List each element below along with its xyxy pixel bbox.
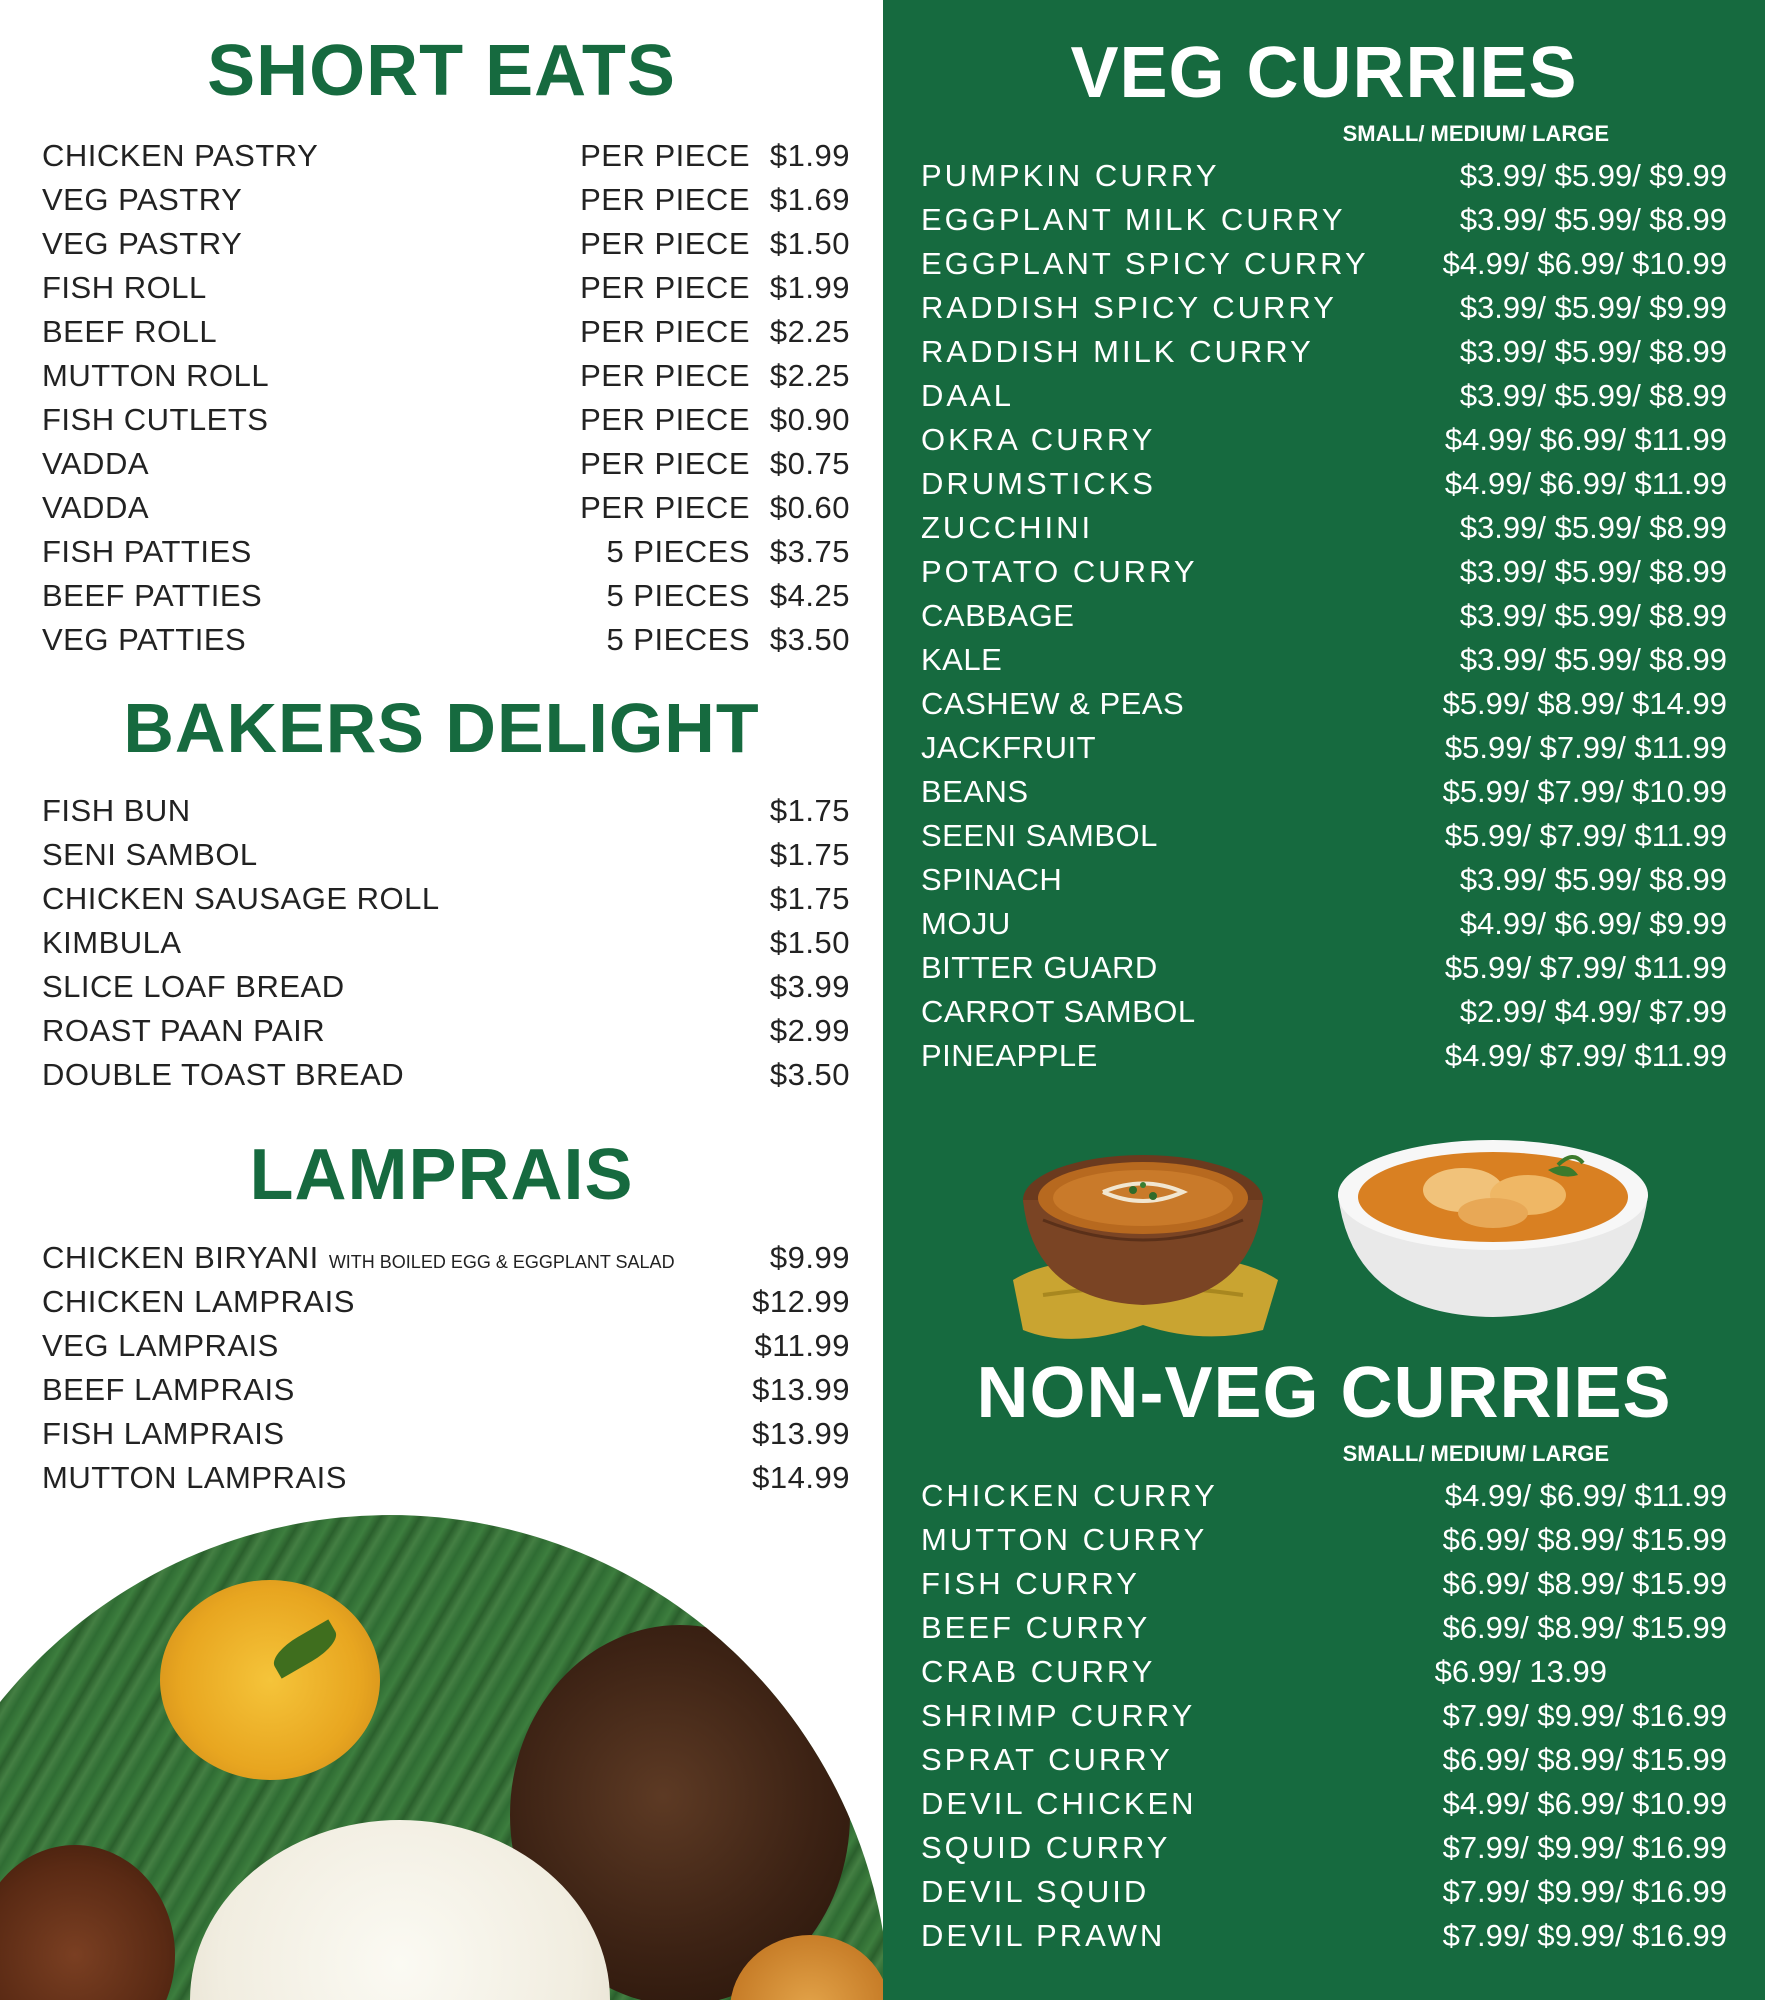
menu-row xyxy=(921,906,1727,950)
item-price: $1.50 xyxy=(769,925,850,960)
menu-row xyxy=(42,1013,850,1057)
item-name: VEG PATTIES xyxy=(42,622,247,657)
item-name: VEG PASTRY xyxy=(42,182,243,217)
item-name: FISH PATTIES xyxy=(42,534,252,569)
item-price: $1.75 xyxy=(769,837,850,872)
item-price: $4.99/ $6.99/ $10.99 xyxy=(1442,246,1727,281)
menu-row xyxy=(42,358,850,402)
item-unit: PER PIECE xyxy=(580,402,750,437)
item-name: SEENI SAMBOL xyxy=(921,818,1158,853)
item-unit: 5 PIECES xyxy=(606,534,750,569)
item-price: $3.99/ $5.99/ $9.99 xyxy=(1459,158,1727,193)
item-price: $3.99/ $5.99/ $8.99 xyxy=(1459,202,1727,237)
item-price: $3.99/ $5.99/ $8.99 xyxy=(1459,598,1727,633)
item-name: EGGPLANT MILK CURRY xyxy=(921,202,1346,237)
item-price: $0.90 xyxy=(769,402,850,437)
veg-size-header: SMALL/ MEDIUM/ LARGE xyxy=(1342,121,1609,146)
item-unit: PER PIECE xyxy=(580,270,750,305)
item-name xyxy=(42,1240,675,1276)
item-price: $4.99/ $6.99/ $11.99 xyxy=(1444,1478,1727,1513)
item-name: CASHEW & PEAS xyxy=(921,686,1185,721)
menu-row xyxy=(42,490,850,534)
item-name: FISH CURRY xyxy=(921,1566,1140,1601)
menu-row xyxy=(42,534,850,578)
item-price: $5.99/ $8.99/ $14.99 xyxy=(1442,686,1727,721)
item-name: CHICKEN SAUSAGE ROLL xyxy=(42,881,440,916)
item-name: PINEAPPLE xyxy=(921,1038,1098,1073)
menu-row xyxy=(42,138,850,182)
item-price: $1.75 xyxy=(769,793,850,828)
menu-row xyxy=(42,1240,850,1284)
item-name: MOJU xyxy=(921,906,1011,941)
menu-row xyxy=(921,466,1727,510)
item-name: FISH ROLL xyxy=(42,270,207,305)
item-name: FISH LAMPRAIS xyxy=(42,1416,285,1451)
menu-row xyxy=(42,578,850,622)
menu-row xyxy=(921,422,1727,466)
item-price: $2.25 xyxy=(769,314,850,349)
menu-row xyxy=(42,622,850,666)
item-name: BEANS xyxy=(921,774,1029,809)
menu-row xyxy=(42,314,850,358)
item-price: $3.99/ $5.99/ $8.99 xyxy=(1459,378,1727,413)
item-price: $1.75 xyxy=(769,881,850,916)
menu-row xyxy=(42,969,850,1013)
menu-row xyxy=(921,1038,1727,1082)
menu-row xyxy=(42,182,850,226)
menu-row xyxy=(921,378,1727,422)
menu-row xyxy=(921,994,1727,1038)
item-unit: 5 PIECES xyxy=(606,578,750,613)
item-price: $7.99/ $9.99/ $16.99 xyxy=(1442,1874,1727,1909)
item-price: $4.99/ $6.99/ $11.99 xyxy=(1444,466,1727,501)
menu-row xyxy=(42,925,850,969)
chicken-curry-bowl-image xyxy=(1333,1135,1653,1320)
item-price: $7.99/ $9.99/ $16.99 xyxy=(1442,1918,1727,1953)
non-veg-size-header: SMALL/ MEDIUM/ LARGE xyxy=(1342,1441,1609,1466)
item-price: $5.99/ $7.99/ $11.99 xyxy=(1444,950,1727,985)
menu-row xyxy=(921,774,1727,818)
item-price: $3.75 xyxy=(769,534,850,569)
menu-row xyxy=(921,1918,1727,1962)
right-panel xyxy=(883,0,1765,2000)
item-note: WITH BOILED EGG & EGGPLANT SALAD xyxy=(328,1252,675,1272)
menu-row xyxy=(921,730,1727,774)
menu-row xyxy=(921,862,1727,906)
item-name: ROAST PAAN PAIR xyxy=(42,1013,326,1048)
item-name: CHICKEN LAMPRAIS xyxy=(42,1284,355,1319)
menu-row xyxy=(921,246,1727,290)
item-price: $5.99/ $7.99/ $11.99 xyxy=(1444,730,1727,765)
menu-row xyxy=(921,642,1727,686)
item-price: $6.99/ 13.99 xyxy=(1434,1654,1607,1689)
menu-row xyxy=(921,1654,1727,1698)
item-name: ZUCCHINI xyxy=(921,510,1094,545)
item-price: $7.99/ $9.99/ $16.99 xyxy=(1442,1698,1727,1733)
menu-row xyxy=(42,1416,850,1460)
item-name: POTATO CURRY xyxy=(921,554,1198,589)
bakers-delight-heading: BAKERS DELIGHT xyxy=(123,689,760,767)
menu-row xyxy=(42,1372,850,1416)
menu-row xyxy=(42,837,850,881)
menu-row xyxy=(42,881,850,925)
item-name: DRUMSTICKS xyxy=(921,466,1156,501)
item-name: BEEF CURRY xyxy=(921,1610,1151,1645)
rice-and-curry-photo xyxy=(0,1515,883,2000)
item-price: $3.99/ $5.99/ $8.99 xyxy=(1459,510,1727,545)
item-price: $4.99/ $6.99/ $11.99 xyxy=(1444,422,1727,457)
item-price: $7.99/ $9.99/ $16.99 xyxy=(1442,1830,1727,1865)
item-price: $5.99/ $7.99/ $10.99 xyxy=(1442,774,1727,809)
item-name: SPINACH xyxy=(921,862,1063,897)
item-price: $1.50 xyxy=(769,226,850,261)
item-price: $1.99 xyxy=(769,138,850,173)
cashew-curry-image xyxy=(160,1580,380,1780)
item-price: $12.99 xyxy=(752,1284,850,1319)
item-name: BEEF LAMPRAIS xyxy=(42,1372,295,1407)
item-name: DAAL xyxy=(921,378,1014,413)
item-name: SLICE LOAF BREAD xyxy=(42,969,345,1004)
item-price: $6.99/ $8.99/ $15.99 xyxy=(1442,1742,1727,1777)
lamprais-heading: LAMPRAIS xyxy=(249,1135,634,1215)
item-price: $9.99 xyxy=(769,1240,850,1275)
item-name: MUTTON CURRY xyxy=(921,1522,1208,1557)
item-name: VADDA xyxy=(42,490,150,525)
item-name: OKRA CURRY xyxy=(921,422,1156,457)
item-unit: PER PIECE xyxy=(580,358,750,393)
item-name: JACKFRUIT xyxy=(921,730,1096,765)
item-price: $3.99/ $5.99/ $8.99 xyxy=(1459,862,1727,897)
item-name: BEEF ROLL xyxy=(42,314,218,349)
menu-row xyxy=(921,1478,1727,1522)
item-name: RADDISH MILK CURRY xyxy=(921,334,1314,369)
menu-row xyxy=(921,598,1727,642)
menu-row xyxy=(42,793,850,837)
item-name: DEVIL SQUID xyxy=(921,1874,1150,1909)
menu-row xyxy=(921,334,1727,378)
item-name: VADDA xyxy=(42,446,150,481)
item-price: $3.99/ $5.99/ $9.99 xyxy=(1459,290,1727,325)
menu-row xyxy=(921,158,1727,202)
item-name: VEG LAMPRAIS xyxy=(42,1328,279,1363)
short-eats-heading: SHORT EATS xyxy=(207,31,676,111)
item-name: CABBAGE xyxy=(921,598,1075,633)
item-price: $4.99/ $6.99/ $9.99 xyxy=(1459,906,1727,941)
menu-row xyxy=(921,1874,1727,1918)
item-price: $4.25 xyxy=(769,578,850,613)
item-unit: PER PIECE xyxy=(580,314,750,349)
menu-row xyxy=(42,226,850,270)
item-price: $0.60 xyxy=(769,490,850,525)
item-price: $3.99/ $5.99/ $8.99 xyxy=(1459,554,1727,589)
item-name: KALE xyxy=(921,642,1003,677)
menu-row xyxy=(921,202,1727,246)
item-price: $6.99/ $8.99/ $15.99 xyxy=(1442,1610,1727,1645)
item-price: $2.99/ $4.99/ $7.99 xyxy=(1459,994,1727,1029)
item-unit: PER PIECE xyxy=(580,226,750,261)
item-price: $1.99 xyxy=(769,270,850,305)
menu-row xyxy=(921,554,1727,598)
item-name: CARROT SAMBOL xyxy=(921,994,1196,1029)
menu-row xyxy=(921,1742,1727,1786)
item-name: SENI SAMBOL xyxy=(42,837,258,872)
item-price: $2.25 xyxy=(769,358,850,393)
menu-row xyxy=(921,950,1727,994)
item-name: SQUID CURRY xyxy=(921,1830,1171,1865)
item-name: BEEF PATTIES xyxy=(42,578,263,613)
item-price: $3.99/ $5.99/ $8.99 xyxy=(1459,642,1727,677)
item-name: BITTER GUARD xyxy=(921,950,1158,985)
daal-bowl-image xyxy=(1003,1130,1283,1350)
menu-row xyxy=(921,1698,1727,1742)
item-name: DEVIL PRAWN xyxy=(921,1918,1166,1953)
item-price: $14.99 xyxy=(752,1460,850,1495)
item-unit: PER PIECE xyxy=(580,138,750,173)
item-name: PUMPKIN CURRY xyxy=(921,158,1220,193)
item-price: $3.50 xyxy=(769,1057,850,1092)
item-price: $3.50 xyxy=(769,622,850,657)
menu-row xyxy=(921,1610,1727,1654)
item-name: CHICKEN CURRY xyxy=(921,1478,1218,1513)
item-price: $4.99/ $7.99/ $11.99 xyxy=(1444,1038,1727,1073)
item-name: EGGPLANT SPICY CURRY xyxy=(921,246,1369,281)
menu-row xyxy=(42,270,850,314)
item-name: SPRAT CURRY xyxy=(921,1742,1173,1777)
item-name: MUTTON LAMPRAIS xyxy=(42,1460,347,1495)
item-name-text: CHICKEN BIRYANI xyxy=(42,1240,319,1275)
menu-row xyxy=(42,1328,850,1372)
item-name: CRAB CURRY xyxy=(921,1654,1156,1689)
item-price: $3.99 xyxy=(769,969,850,1004)
item-price: $6.99/ $8.99/ $15.99 xyxy=(1442,1522,1727,1557)
veg-curries-heading: VEG CURRIES xyxy=(1070,33,1578,113)
item-name: KIMBULA xyxy=(42,925,182,960)
item-name: VEG PASTRY xyxy=(42,226,243,261)
item-price: $0.75 xyxy=(769,446,850,481)
item-name: CHICKEN PASTRY xyxy=(42,138,319,173)
menu-row xyxy=(42,1284,850,1328)
item-name: DEVIL CHICKEN xyxy=(921,1786,1197,1821)
menu-row xyxy=(42,446,850,490)
item-price: $13.99 xyxy=(752,1372,850,1407)
item-name: SHRIMP CURRY xyxy=(921,1698,1196,1733)
menu-row xyxy=(921,1786,1727,1830)
item-price: $5.99/ $7.99/ $11.99 xyxy=(1444,818,1727,853)
item-name: MUTTON ROLL xyxy=(42,358,270,393)
menu-row xyxy=(921,510,1727,554)
menu-row xyxy=(921,1566,1727,1610)
item-price: $3.99/ $5.99/ $8.99 xyxy=(1459,334,1727,369)
menu-row xyxy=(921,1522,1727,1566)
item-unit: PER PIECE xyxy=(580,490,750,525)
item-price: $11.99 xyxy=(754,1328,850,1363)
item-price: $2.99 xyxy=(769,1013,850,1048)
item-name: RADDISH SPICY CURRY xyxy=(921,290,1337,325)
item-name: DOUBLE TOAST BREAD xyxy=(42,1057,405,1092)
menu-row xyxy=(42,1057,850,1101)
onion-sambol-image xyxy=(0,1845,175,2000)
non-veg-curries-heading: NON-VEG CURRIES xyxy=(976,1353,1672,1433)
menu-row xyxy=(921,818,1727,862)
item-price: $6.99/ $8.99/ $15.99 xyxy=(1442,1566,1727,1601)
menu-row xyxy=(42,402,850,446)
menu-row xyxy=(921,290,1727,334)
menu-row xyxy=(921,1830,1727,1874)
item-name: FISH CUTLETS xyxy=(42,402,269,437)
menu-row xyxy=(42,1460,850,1504)
menu-row xyxy=(921,686,1727,730)
item-unit: PER PIECE xyxy=(580,446,750,481)
item-unit: PER PIECE xyxy=(580,182,750,217)
item-price: $1.69 xyxy=(769,182,850,217)
item-price: $4.99/ $6.99/ $10.99 xyxy=(1442,1786,1727,1821)
item-name: FISH BUN xyxy=(42,793,191,828)
item-unit: 5 PIECES xyxy=(606,622,750,657)
item-price: $13.99 xyxy=(752,1416,850,1451)
